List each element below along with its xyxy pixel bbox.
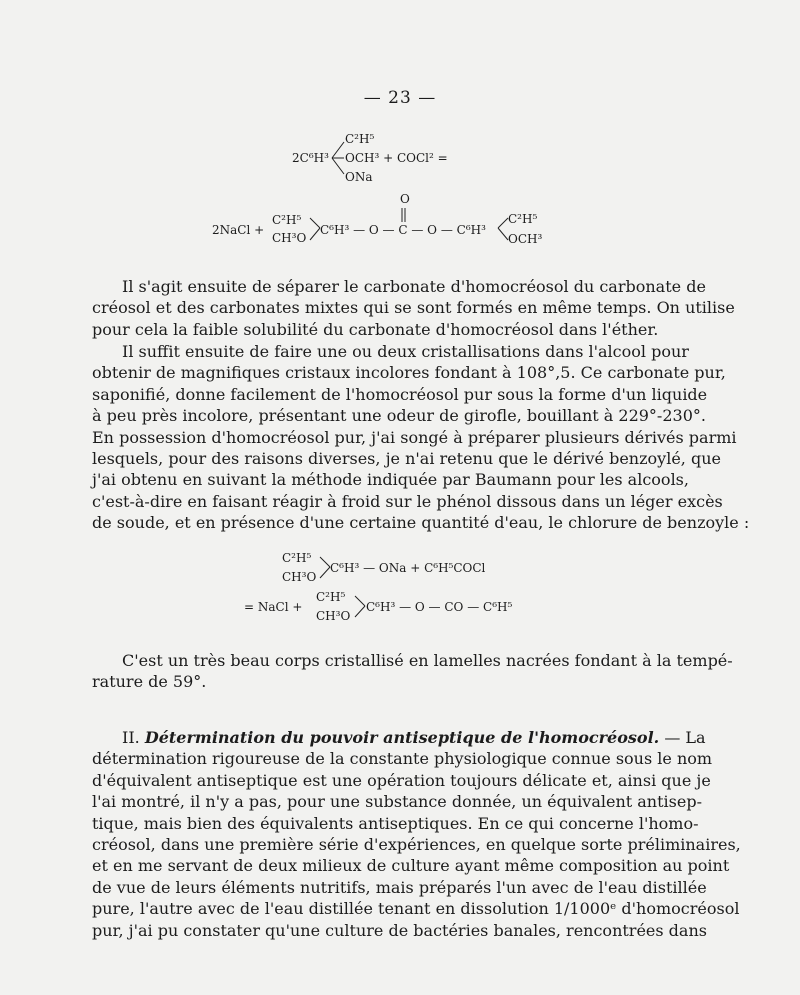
eq2-o-top: O: [400, 192, 410, 206]
page-number: — 23 —: [363, 88, 437, 108]
text-line: et en me servant de deux milieux de culture ayant même composition au point: [92, 856, 730, 876]
paragraph-3: [92, 650, 733, 693]
text-line: pure, l'autre avec de l'eau distillée tenant en dissolution 1/1000ᵉ d'homocréosol: [92, 899, 740, 919]
eq3-bonds: [318, 553, 332, 583]
text-line: rature de 59°.: [92, 672, 207, 692]
eq2-right-bonds: [496, 214, 510, 246]
text-line: c'est-à-dire en faisant réagir à froid sur le phénol dissous dans un léger excès: [92, 491, 723, 511]
eq3-grp-top: C²H⁵: [282, 551, 312, 565]
eq4-grp-bot: CH³O: [316, 609, 351, 623]
section-number: II.: [122, 728, 140, 747]
section-ii: [92, 727, 741, 941]
text-line: lesquels, pour des raisons diverses, je n'ai retenu que le dérivé benzoylé, que: [92, 449, 721, 469]
text-line: pour cela la faible solubilité du carbonate d'homocréosol dans l'éther.: [92, 319, 659, 339]
eq1-coef: 2C⁶H³: [292, 151, 329, 165]
text-line: créosol et des carbonates mixtes qui se sont formés en même temps. On utilise: [92, 298, 735, 318]
text-line: Il suffit ensuite de faire une ou deux cristallisations dans l'alcool pour: [122, 342, 689, 361]
text-line: tique, mais bien des équivalents antiseptiques. En ce qui concerne l'homo-: [92, 813, 699, 833]
text-line: pur, j'ai pu constater qu'une culture de bactéries banales, rencontrées dans: [92, 920, 707, 940]
eq3-rest: C⁶H³ — ONa + C⁶H⁵COCl: [330, 561, 486, 575]
text-line: à peu près incolore, présentant une odeur de girofle, bouillant à 229°-230°.: [92, 406, 706, 426]
paragraph-2: [92, 341, 750, 534]
eq2-carbonyl: [398, 206, 408, 224]
text-line: d'équivalent antiseptique est une opération toujours délicate et, ainsi que je: [92, 770, 711, 790]
text-line: créosol, dans une première série d'expériences, en quelque sorte préliminaires,: [92, 835, 741, 855]
text-line: de vue de leurs éléments nutritifs, mais préparés l'un avec de l'eau distillée: [92, 877, 707, 897]
section-dash: — La: [664, 728, 706, 747]
eq4-grp-top: C²H⁵: [316, 590, 346, 604]
eq2-r-top: C²H⁵: [508, 212, 538, 226]
text-line: saponifié, donne facilement de l'homocréosol pur sous la forme d'un liquide: [92, 384, 708, 404]
eq1-bonds: [330, 138, 346, 180]
text-line: j'ai obtenu en suivant la méthode indiquée par Baumann pour les alcools,: [92, 470, 689, 490]
section-title: Détermination du pouvoir antiseptique de l'homocréosol.: [144, 728, 660, 747]
eq1-mid: OCH³ + COCl² =: [345, 151, 448, 165]
text-line: C'est un très beau corps cristallisé en lamelles nacrées fondant à la tempé-: [122, 651, 733, 670]
text-line: En possession d'homocréosol pur, j'ai songé à préparer plusieurs dérivés parmi: [92, 427, 737, 447]
text-line: de soude, et en présence d'une certaine quantité d'eau, le chlorure de benzoyle :: [92, 513, 750, 533]
eq4-rest: C⁶H³ — O — CO — C⁶H⁵: [366, 600, 513, 614]
eq1-top: C²H⁵: [345, 132, 375, 146]
section-heading-line: [92, 727, 706, 748]
eq2-lhs: 2NaCl +: [212, 223, 265, 237]
eq3-grp-bot: CH³O: [282, 570, 317, 584]
eq2-grp-bot: CH³O: [272, 231, 307, 245]
eq4-lhs: = NaCl +: [244, 600, 303, 614]
text-line: détermination rigoureuse de la constante physiologique connue sous le nom: [92, 749, 713, 769]
text-line: l'ai montré, il n'y a pas, pour une substance donnée, un équivalent antisep-: [92, 792, 702, 812]
eq1-bot: ONa: [345, 170, 373, 184]
eq4-bonds: [353, 592, 367, 622]
eq2-grp-top: C²H⁵: [272, 213, 302, 227]
paragraph-1: [92, 276, 735, 340]
eq2-chain: C⁶H³ — O — C — O — C⁶H³: [320, 223, 486, 237]
text-line: obtenir de magnifiques cristaux incolores fondant à 108°,5. Ce carbonate pur,: [92, 363, 726, 383]
text-line: Il s'agit ensuite de séparer le carbonate d'homocréosol du carbonate de: [122, 277, 706, 296]
eq2-left-bonds: [308, 214, 324, 246]
eq2-r-bot: OCH³: [508, 232, 543, 246]
